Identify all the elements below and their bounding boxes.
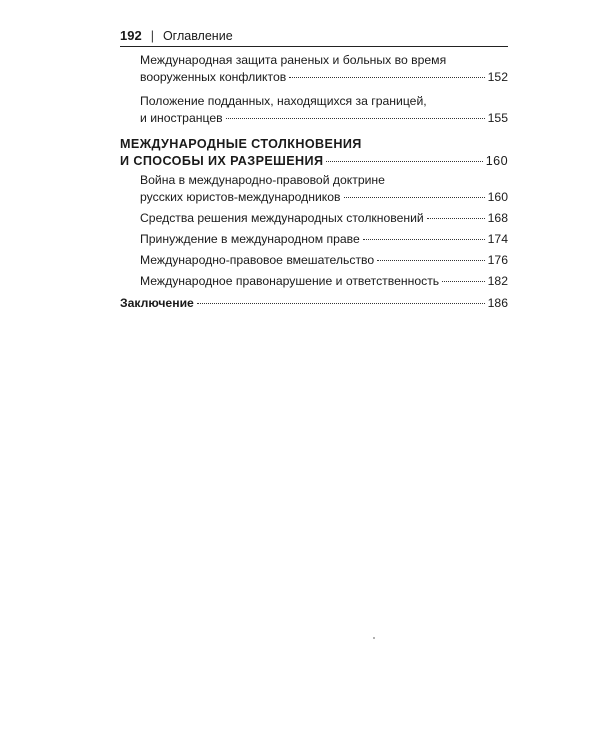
toc-entry-war-doctrine[interactable] <box>120 172 508 206</box>
leader-dots <box>344 197 485 198</box>
toc-entry-coercion[interactable] <box>120 231 508 248</box>
toc-entry-title: Заключение <box>120 296 194 310</box>
leader-dots <box>442 281 485 282</box>
leader-dots <box>363 239 485 240</box>
toc-entry-title: Международное правонарушение и ответственность <box>140 274 440 288</box>
toc-entry-title: Принуждение в международном праве <box>140 232 360 246</box>
header-title: Оглавление <box>162 29 233 43</box>
header-separator: | <box>150 29 154 43</box>
toc-page-number: 155 <box>487 111 508 125</box>
toc-entry-title-line1: Положение подданных, находящихся за границей, <box>140 94 427 108</box>
toc-section-international-conflicts[interactable] <box>120 136 508 170</box>
table-of-contents <box>120 52 508 312</box>
toc-entry-title-line1: Война в международно-правовой доктрине <box>140 173 385 187</box>
toc-page-number: 174 <box>487 232 508 246</box>
toc-page-number: 160 <box>485 154 508 168</box>
toc-page-number: 160 <box>487 190 508 204</box>
toc-page-number: 186 <box>487 296 508 310</box>
toc-entry-title: Международно-правовое вмешательство <box>140 253 375 267</box>
toc-page-number: 152 <box>487 70 508 84</box>
running-header <box>120 28 508 44</box>
leader-dots <box>427 218 485 219</box>
toc-entry-title: Средства решения международных столкновений <box>140 211 424 225</box>
leader-dots <box>226 118 485 119</box>
toc-entry-wounded-protection[interactable] <box>120 52 508 86</box>
print-speck <box>373 637 375 639</box>
toc-entry-title-line2: вооруженных конфликтов <box>140 70 287 84</box>
toc-entry-conclusion[interactable] <box>120 295 508 312</box>
toc-page-number: 182 <box>487 274 508 288</box>
toc-section-title-line2: И СПОСОБЫ ИХ РАЗРЕШЕНИЯ <box>120 154 324 168</box>
header-rule <box>120 46 508 47</box>
toc-entry-title-line2: русских юристов-международников <box>140 190 341 204</box>
toc-section-title-line1: МЕЖДУНАРОДНЫЕ СТОЛКНОВЕНИЯ <box>120 137 362 151</box>
toc-page-number: 176 <box>487 253 508 267</box>
leader-dots <box>377 260 484 261</box>
toc-entry-intervention[interactable] <box>120 252 508 269</box>
toc-entry-title-line2: и иностранцев <box>140 111 223 125</box>
toc-entry-title-line1: Международная защита раненых и больных во время <box>140 53 447 67</box>
leader-dots <box>289 77 484 78</box>
toc-page-number: 168 <box>487 211 508 225</box>
toc-entry-subjects-abroad[interactable] <box>120 93 508 127</box>
leader-dots <box>326 161 482 162</box>
toc-entry-offense-responsibility[interactable] <box>120 273 508 290</box>
leader-dots <box>197 303 485 304</box>
page-number: 192 <box>120 28 142 43</box>
toc-entry-means-of-resolution[interactable] <box>120 210 508 227</box>
